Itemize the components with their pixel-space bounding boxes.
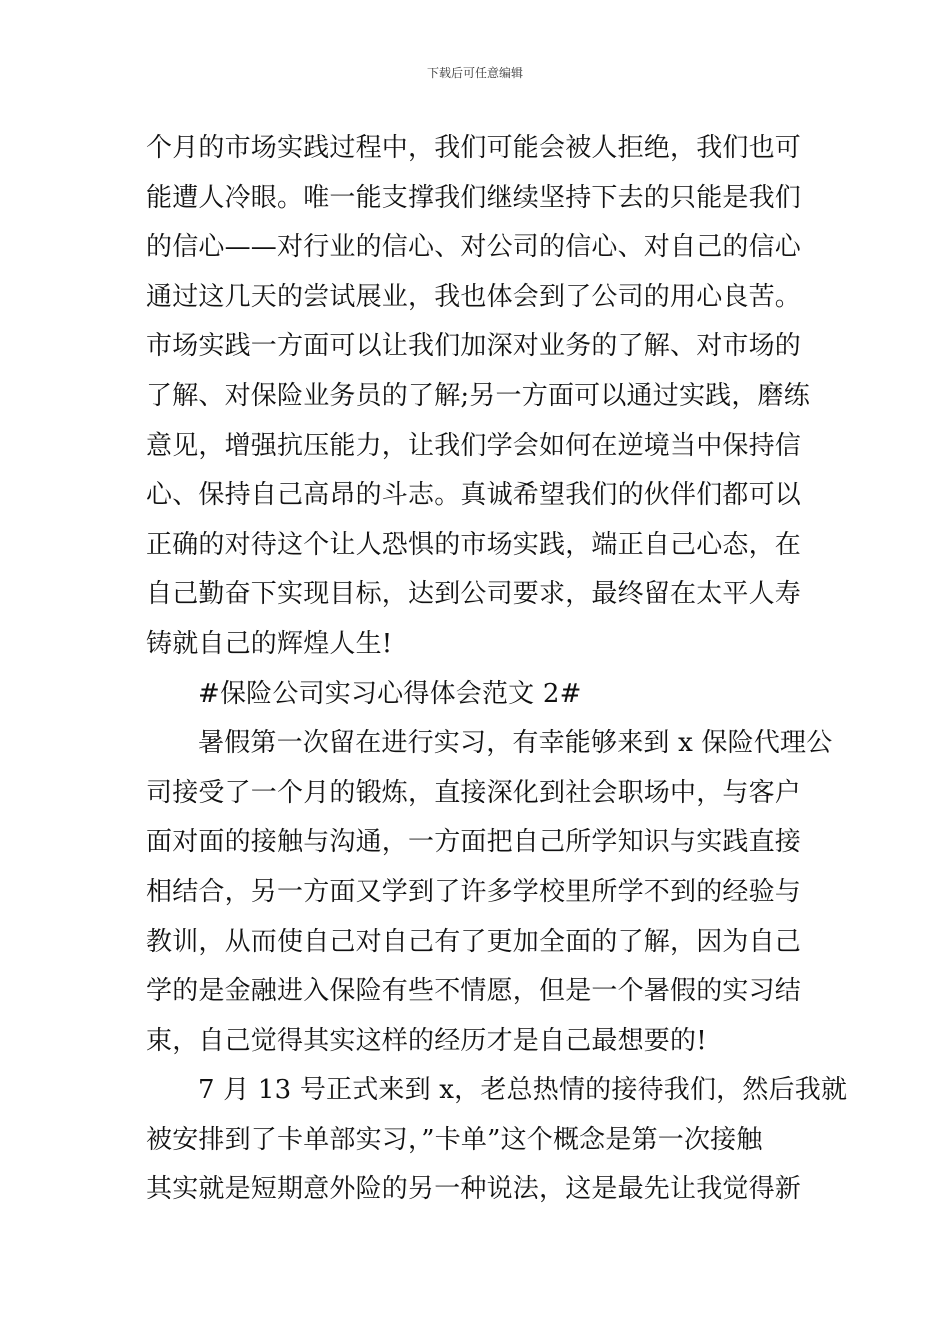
text-line: 面对面的接触与沟通，一方面把自己所学知识与实践直接 xyxy=(146,827,802,858)
text-line: 7 月 13 号正式来到 x，老总热情的接待我们，然后我就 xyxy=(198,1075,848,1106)
text-line: 个月的市场实践过程中，我们可能会被人拒绝，我们也可 xyxy=(146,133,802,163)
text-line: 暑假第一次留在进行实习，有幸能够来到 x 保险代理公 xyxy=(198,728,833,759)
section-heading: #保险公司实习心得体会范文 2# xyxy=(198,678,582,709)
document-body xyxy=(146,124,848,1215)
text-line: 司接受了一个月的锻炼，直接深化到社会职场中，与客户 xyxy=(146,777,802,808)
text-line: 学的是金融进入保险有些不情愿，但是一个暑假的实习结 xyxy=(146,976,802,1007)
text-line: 的信心——对行业的信心、对公司的信心、对自己的信心 xyxy=(146,232,802,263)
text-line: 市场实践一方面可以让我们加深对业务的了解、对市场的 xyxy=(146,331,802,362)
text-line: 相结合，另一方面又学到了许多学校里所学不到的经验与 xyxy=(146,876,802,907)
text-line: 自己勤奋下实现目标，达到公司要求，最终留在太平人寿 xyxy=(146,579,802,610)
text-line: 通过这几天的尝试展业，我也体会到了公司的用心良苦。 xyxy=(146,281,802,312)
text-line: 正确的对待这个让人恐惧的市场实践，端正自己心态，在 xyxy=(146,529,802,560)
page-header: 下载后可任意编辑 xyxy=(426,66,523,80)
text-line: 意见，增强抗压能力，让我们学会如何在逆境当中保持信 xyxy=(146,430,802,461)
text-line: 心、保持自己高昂的斗志。真诚希望我们的伙伴们都可以 xyxy=(146,480,802,511)
text-line: 教训，从而使自己对自己有了更加全面的了解，因为自己 xyxy=(146,926,802,957)
text-line: 了解、对保险业务员的了解;另一方面可以通过实践，磨练 xyxy=(146,380,810,411)
text-line: 其实就是短期意外险的另一种说法，这是最先让我觉得新 xyxy=(146,1174,802,1205)
text-line: 束，自己觉得其实这样的经历才是自己最想要的! xyxy=(146,1025,707,1056)
text-line: 被安排到了卡单部实习，”卡单”这个概念是第一次接触 xyxy=(146,1124,763,1155)
text-line: 能遭人冷眼。唯一能支撑我们继续坚持下去的只能是我们 xyxy=(146,182,802,213)
text-line: 铸就自己的辉煌人生! xyxy=(146,628,393,659)
